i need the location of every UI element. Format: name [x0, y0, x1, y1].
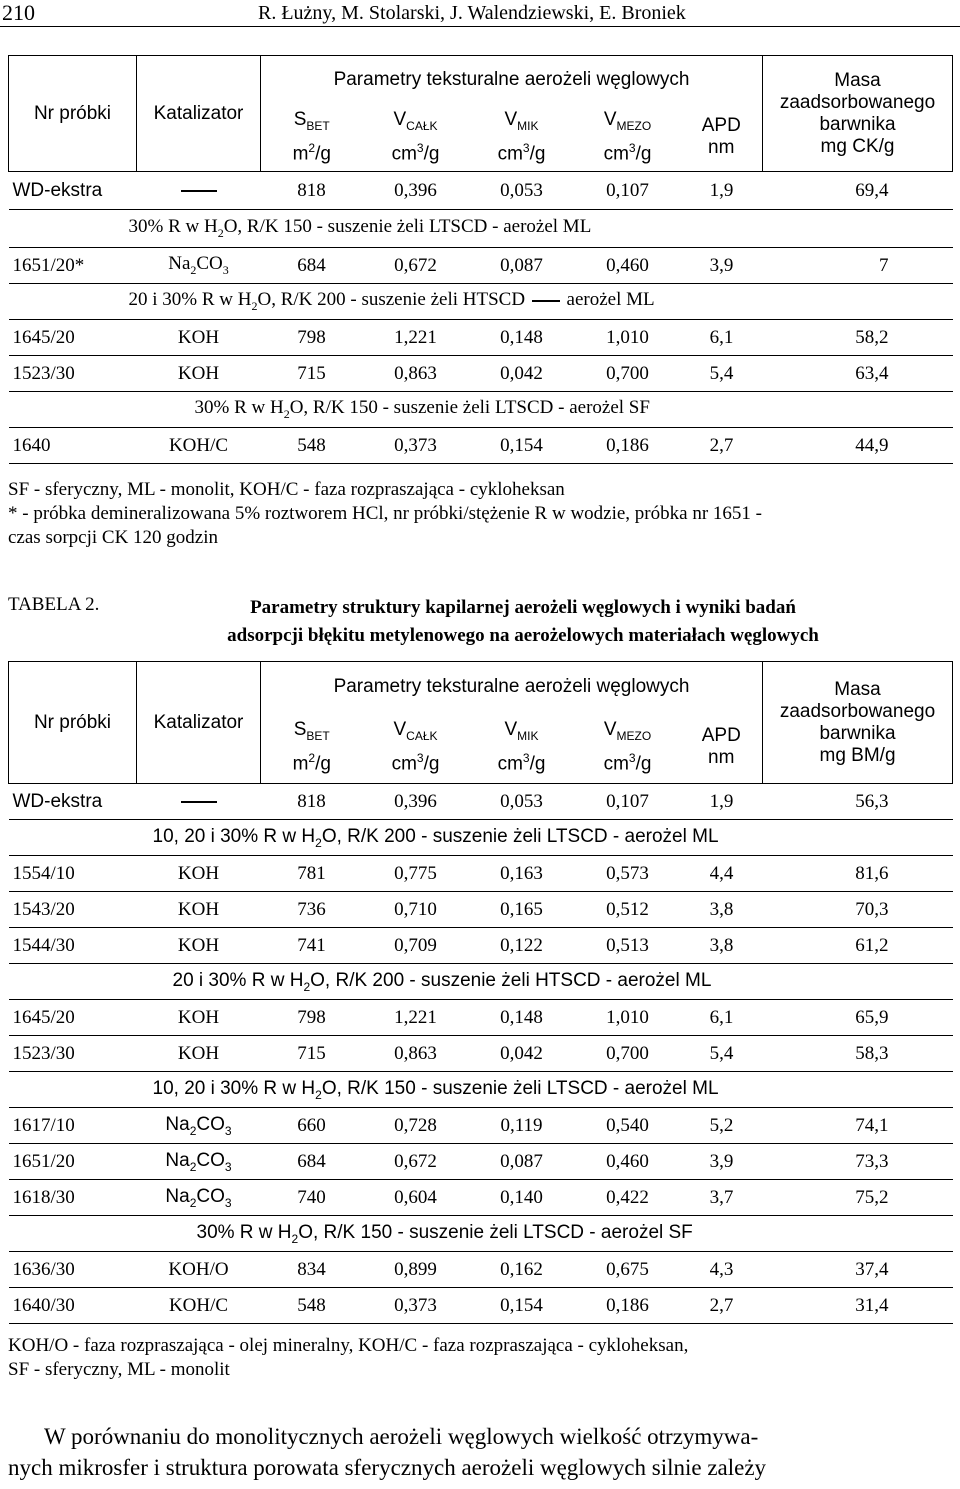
- cell-mass: 81,6: [763, 856, 953, 892]
- cell-vcalk: 0,710: [363, 892, 469, 928]
- header-v-mezo: $V_{MEZO}$ $cm^3/g$: [575, 104, 681, 172]
- cell-catalyst: $Na_2CO_3$: [137, 248, 261, 284]
- cell-dash: [137, 172, 261, 210]
- cell-vcalk: 0,672: [363, 1144, 469, 1180]
- header-v-mezo: $V_{MEZO}$ $cm^3/g$: [575, 712, 681, 784]
- cell-vmezo: 0,460: [575, 1144, 681, 1180]
- cell-apd: 5,4: [681, 1036, 763, 1072]
- cell-mass: 69,4: [763, 172, 953, 210]
- group-row: [9, 1216, 953, 1252]
- cell-apd: 1,9: [681, 784, 763, 820]
- group-row: [9, 210, 953, 248]
- cell-sample: 1640: [9, 428, 137, 464]
- cell-mass: 63,4: [763, 356, 953, 392]
- group-row: [9, 820, 953, 856]
- group-label: 20 i 30% R w $H_2O$, R/K 200 - suszenie żeli HTSCD aerożel ML: [9, 284, 953, 320]
- cell-apd: 3,8: [681, 892, 763, 928]
- cell-sbet: 548: [261, 1288, 363, 1324]
- cell-catalyst: KOH/O: [137, 1252, 261, 1288]
- cell-sample: 1645/20: [9, 1000, 137, 1036]
- header-params-group: Parametry teksturalne aerożeli węglowych: [261, 662, 763, 712]
- header-v-calk: $V_{CAŁK}$ $cm^3/g$: [363, 712, 469, 784]
- cell-vcalk: 0,863: [363, 1036, 469, 1072]
- cell-vmezo: 1,010: [575, 320, 681, 356]
- cell-apd: 3,8: [681, 928, 763, 964]
- table-2-title: Parametry struktury kapilarnej aerożeli węglowych i wyniki badań adsorpcji błękitu metylenowego na aerożelowych materiałach węglowych: [227, 597, 819, 646]
- cell-apd: 2,7: [681, 1288, 763, 1324]
- cell-vmezo: 1,010: [575, 1000, 681, 1036]
- table-row: [9, 784, 953, 820]
- cell-vmezo: 0,422: [575, 1180, 681, 1216]
- table-row: [9, 892, 953, 928]
- table-row: [9, 428, 953, 464]
- header-s-bet: $S_{BET}$ $m^2/g$: [261, 104, 363, 172]
- cell-sample: 1554/10: [9, 856, 137, 892]
- note-line: SF - sferyczny, ML - monolit: [8, 1359, 230, 1380]
- dash-mark: [532, 300, 560, 302]
- table-row: [9, 856, 953, 892]
- cell-catalyst: KOH/C: [137, 1288, 261, 1324]
- header-params-group: Parametry teksturalne aerożeli węglowych: [261, 56, 763, 104]
- cell-vcalk: 0,728: [363, 1108, 469, 1144]
- cell-sample: 1636/30: [9, 1252, 137, 1288]
- cell-apd: 2,7: [681, 428, 763, 464]
- cell-mass: 58,3: [763, 1036, 953, 1072]
- page-header: [0, 0, 960, 27]
- cell-vcalk: 1,221: [363, 320, 469, 356]
- cell-vmik: 0,122: [469, 928, 575, 964]
- cell-mass: 56,3: [763, 784, 953, 820]
- cell-sample: 1543/20: [9, 892, 137, 928]
- cell-vmik: 0,162: [469, 1252, 575, 1288]
- cell-sbet: 741: [261, 928, 363, 964]
- cell-catalyst: KOH: [137, 356, 261, 392]
- cell-vmezo: 0,675: [575, 1252, 681, 1288]
- table-row: [9, 1288, 953, 1324]
- header-v-calk: $V_{CAŁK}$ $cm^3/g$: [363, 104, 469, 172]
- cell-vmik: 0,042: [469, 1036, 575, 1072]
- note-line: KOH/O - faza rozpraszająca - olej mineralny, KOH/C - faza rozpraszająca - cykloheksan,: [8, 1335, 689, 1356]
- cell-vmik: 0,087: [469, 1144, 575, 1180]
- cell-vcalk: 0,899: [363, 1252, 469, 1288]
- group-row: [9, 392, 953, 428]
- table-2: [8, 661, 953, 1324]
- cell-sample: 1523/30: [9, 356, 137, 392]
- cell-vmezo: 0,107: [575, 784, 681, 820]
- table-2-notes: [8, 1334, 952, 1382]
- group-row: [9, 1072, 953, 1108]
- table-row: [9, 172, 953, 210]
- cell-catalyst: KOH: [137, 892, 261, 928]
- cell-vcalk: 0,775: [363, 856, 469, 892]
- table-1: [8, 55, 953, 464]
- header-sample: Nr próbki: [9, 662, 137, 784]
- table-row: [9, 1000, 953, 1036]
- header-apd: APD nm: [681, 712, 763, 784]
- cell-sample: 1645/20: [9, 320, 137, 356]
- cell-vcalk: 1,221: [363, 1000, 469, 1036]
- cell-mass: 58,2: [763, 320, 953, 356]
- header-v-mik: $V_{MIK}$ $cm^3/g$: [469, 104, 575, 172]
- cell-vmezo: 0,540: [575, 1108, 681, 1144]
- cell-apd: 4,4: [681, 856, 763, 892]
- group-row: [9, 284, 953, 320]
- header-s-bet: $S_{BET}$ $m^2/g$: [261, 712, 363, 784]
- cell-apd: 3,9: [681, 248, 763, 284]
- cell-apd: 3,9: [681, 1144, 763, 1180]
- cell-sbet: 818: [261, 784, 363, 820]
- cell-vmezo: 0,512: [575, 892, 681, 928]
- group-label: 10, 20 i 30% R w $H_2O$, R/K 200 - suszenie żeli LTSCD - aerożel ML: [9, 820, 953, 856]
- cell-catalyst: KOH/C: [137, 428, 261, 464]
- cell-sbet: 548: [261, 428, 363, 464]
- header-mass: Masa zaadsorbowanego barwnika mg BM/g: [763, 662, 953, 784]
- cell-sbet: 684: [261, 1144, 363, 1180]
- cell-catalyst: $Na_2CO_3$: [137, 1180, 261, 1216]
- group-label: 30% R w $H_2O$, R/K 150 - suszenie żeli LTSCD - aerożel SF: [9, 392, 953, 428]
- cell-sbet: 798: [261, 1000, 363, 1036]
- cell-catalyst: $Na_2CO_3$: [137, 1144, 261, 1180]
- cell-vmik: 0,087: [469, 248, 575, 284]
- cell-sample: WD-ekstra: [9, 172, 137, 210]
- cell-sbet: 715: [261, 1036, 363, 1072]
- table-row: [9, 928, 953, 964]
- cell-sbet: 818: [261, 172, 363, 210]
- header-catalyst: Katalizator: [137, 662, 261, 784]
- cell-vcalk: 0,373: [363, 1288, 469, 1324]
- cell-sample: 1640/30: [9, 1288, 137, 1324]
- note-line: * - próbka demineralizowana 5% roztworem HCl, nr próbki/stężenie R w wodzie, próbka nr 1651 -: [8, 503, 762, 524]
- cell-vcalk: 0,604: [363, 1180, 469, 1216]
- group-row: [9, 964, 953, 1000]
- group-label: 30% R w $H_2O$, R/K 150 - suszenie żeli LTSCD - aerożel ML: [9, 210, 953, 248]
- cell-sbet: 715: [261, 356, 363, 392]
- cell-sbet: 684: [261, 248, 363, 284]
- cell-mass: 44,9: [763, 428, 953, 464]
- cell-catalyst: $Na_2CO_3$: [137, 1108, 261, 1144]
- cell-vmezo: 0,700: [575, 356, 681, 392]
- cell-sample: 1617/10: [9, 1108, 137, 1144]
- cell-vcalk: 0,373: [363, 428, 469, 464]
- cell-vmik: 0,163: [469, 856, 575, 892]
- cell-apd: 3,7: [681, 1180, 763, 1216]
- cell-dash: [137, 784, 261, 820]
- table-row: [9, 1036, 953, 1072]
- cell-vcalk: 0,672: [363, 248, 469, 284]
- cell-mass: 37,4: [763, 1252, 953, 1288]
- cell-sample: 1618/30: [9, 1180, 137, 1216]
- cell-mass: 31,4: [763, 1288, 953, 1324]
- table-2-label: TABELA 2.: [8, 594, 100, 615]
- cell-apd: 5,4: [681, 356, 763, 392]
- cell-sbet: 740: [261, 1180, 363, 1216]
- cell-vmik: 0,042: [469, 356, 575, 392]
- cell-apd: 4,3: [681, 1252, 763, 1288]
- cell-apd: 6,1: [681, 1000, 763, 1036]
- cell-apd: 6,1: [681, 320, 763, 356]
- table-row: [9, 1180, 953, 1216]
- cell-vmezo: 0,573: [575, 856, 681, 892]
- cell-vmezo: 0,513: [575, 928, 681, 964]
- cell-sample: 1651/20*: [9, 248, 137, 284]
- cell-catalyst: KOH: [137, 1000, 261, 1036]
- cell-catalyst: KOH: [137, 856, 261, 892]
- cell-mass: 61,2: [763, 928, 953, 964]
- cell-mass: 65,9: [763, 1000, 953, 1036]
- cell-sbet: 798: [261, 320, 363, 356]
- cell-sbet: 781: [261, 856, 363, 892]
- cell-catalyst: KOH: [137, 320, 261, 356]
- header-apd: APD nm: [681, 104, 763, 172]
- cell-catalyst: KOH: [137, 1036, 261, 1072]
- cell-apd: 1,9: [681, 172, 763, 210]
- group-label: 10, 20 i 30% R w $H_2O$, R/K 150 - suszenie żeli LTSCD - aerożel ML: [9, 1072, 953, 1108]
- cell-vcalk: 0,396: [363, 172, 469, 210]
- cell-vmik: 0,119: [469, 1108, 575, 1144]
- table-row: [9, 320, 953, 356]
- page-number: 210: [2, 0, 35, 25]
- header-sample: Nr próbki: [9, 56, 137, 172]
- cell-vcalk: 0,396: [363, 784, 469, 820]
- dash-mark: [181, 190, 217, 192]
- note-line: SF - sferyczny, ML - monolit, KOH/C - faza rozpraszająca - cykloheksan: [8, 479, 565, 500]
- cell-mass: 7: [763, 248, 953, 284]
- cell-mass: 75,2: [763, 1180, 953, 1216]
- cell-vcalk: 0,709: [363, 928, 469, 964]
- cell-sbet: 834: [261, 1252, 363, 1288]
- header-mass: Masa zaadsorbowanego barwnika mg CK/g: [763, 56, 953, 172]
- cell-vcalk: 0,863: [363, 356, 469, 392]
- group-label: 30% R w $H_2O$, R/K 150 - suszenie żeli LTSCD - aerożel SF: [9, 1216, 953, 1252]
- cell-sbet: 736: [261, 892, 363, 928]
- cell-vmik: 0,140: [469, 1180, 575, 1216]
- cell-catalyst: KOH: [137, 928, 261, 964]
- cell-sample: 1544/30: [9, 928, 137, 964]
- paragraph-line: W porównaniu do monolitycznych aerożeli węglowych wielkość otrzymywa-: [44, 1424, 759, 1449]
- cell-sbet: 660: [261, 1108, 363, 1144]
- cell-vmik: 0,154: [469, 428, 575, 464]
- cell-vmik: 0,148: [469, 320, 575, 356]
- cell-vmezo: 0,700: [575, 1036, 681, 1072]
- cell-vmik: 0,154: [469, 1288, 575, 1324]
- cell-vmezo: 0,460: [575, 248, 681, 284]
- cell-apd: 5,2: [681, 1108, 763, 1144]
- body-paragraph: [8, 1421, 952, 1483]
- cell-mass: 73,3: [763, 1144, 953, 1180]
- table-row: [9, 1108, 953, 1144]
- cell-vmik: 0,148: [469, 1000, 575, 1036]
- paragraph-line: nych mikrosfer i struktura porowata sferycznych aerożeli węglowych silnie zależy: [8, 1455, 767, 1480]
- cell-sample: 1651/20: [9, 1144, 137, 1180]
- cell-sample: WD-ekstra: [9, 784, 137, 820]
- note-line: czas sorpcji CK 120 godzin: [8, 527, 219, 548]
- cell-vmik: 0,053: [469, 172, 575, 210]
- cell-vmezo: 0,186: [575, 1288, 681, 1324]
- cell-sample: 1523/30: [9, 1036, 137, 1072]
- cell-mass: 74,1: [763, 1108, 953, 1144]
- table-row: [9, 1144, 953, 1180]
- cell-vmezo: 0,186: [575, 428, 681, 464]
- table-row: [9, 248, 953, 284]
- header-catalyst: Katalizator: [137, 56, 261, 172]
- cell-mass: 70,3: [763, 892, 953, 928]
- cell-vmezo: 0,107: [575, 172, 681, 210]
- table-1-notes: [8, 478, 952, 550]
- dash-mark: [181, 801, 217, 803]
- cell-vmik: 0,053: [469, 784, 575, 820]
- running-head: R. Łużny, M. Stolarski, J. Walendziewski, E. Broniek: [258, 2, 686, 24]
- cell-vmik: 0,165: [469, 892, 575, 928]
- header-v-mik: $V_{MIK}$ $cm^3/g$: [469, 712, 575, 784]
- group-label: 20 i 30% R w $H_2O$, R/K 200 - suszenie żeli HTSCD - aerożel ML: [9, 964, 953, 1000]
- table-row: [9, 356, 953, 392]
- table-row: [9, 1252, 953, 1288]
